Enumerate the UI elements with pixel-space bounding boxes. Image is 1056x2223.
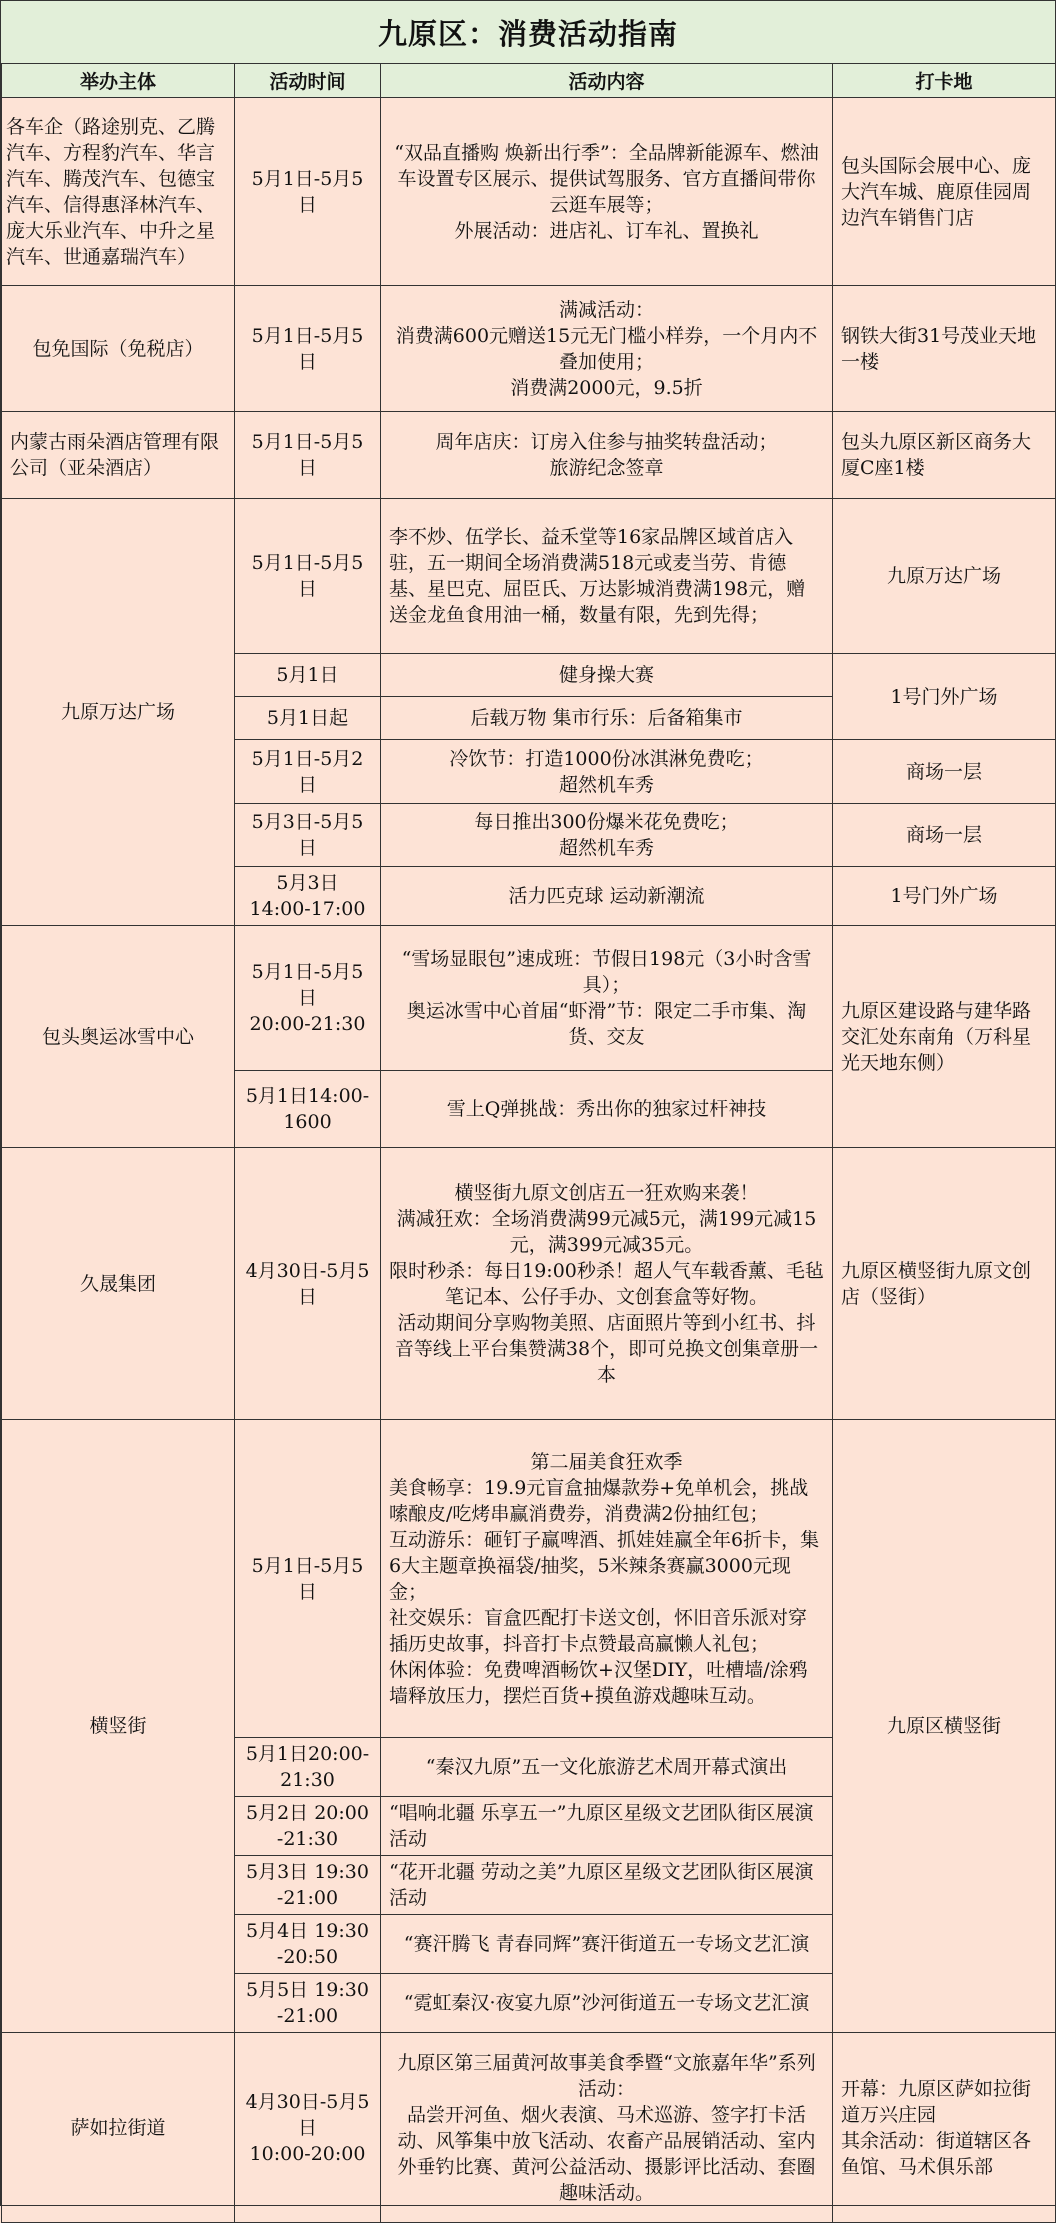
content-cell: 每日推出300份爆米花免费吃； 超然机车秀 — [381, 804, 833, 867]
content-cell: 李不炒、伍学长、益禾堂等16家品牌区域首店入驻，五一期间全场消费满518元或麦当劳、肯德基、星巴克、屈臣氏、万达影城消费满198元，赠送金龙鱼食用油一桶，数量有限，先到先得； — [381, 499, 833, 654]
time-cell: 5月1日-5月5日 — [235, 1420, 381, 1738]
time-cell: 5月1日 — [235, 654, 381, 697]
content-cell: 活力匹克球 运动新潮流 — [381, 867, 833, 926]
organizer-cell: 横竖街 — [2, 1420, 235, 2033]
activity-table — [1, 63, 1056, 2223]
location-cell: 九原区横竖街 — [833, 1420, 1056, 2033]
organizer-cell: 萨如拉街道 — [2, 2033, 235, 2223]
location-cell: 商场一层 — [833, 740, 1056, 804]
location-cell: 1号门外广场 — [833, 654, 1056, 740]
content-cell: 周年店庆：订房入住参与抽奖转盘活动； 旅游纪念签章 — [381, 412, 833, 499]
content-cell: 九原区第三届黄河故事美食季暨“文旅嘉年华”系列活动： 品尝开河鱼、烟火表演、马术巡游、签字打卡活动、风筝集中放飞活动、农畜产品展销活动、室内外垂钓比赛、黄河公益活动、摄影评比活动、套圈趣味活动。 — [381, 2033, 833, 2223]
location-cell: 九原区建设路与建华路交汇处东南角（万科星光天地东侧） — [833, 926, 1056, 1148]
content-cell: 冷饮节：打造1000份冰淇淋免费吃； 超然机车秀 — [381, 740, 833, 804]
location-cell: 钢铁大街31号茂业天地一楼 — [833, 286, 1056, 412]
organizer-cell: 各车企（路途别克、乙腾汽车、方程豹汽车、华言汽车、腾茂汽车、包德宝汽车、信得惠泽林汽车、庞大乐业汽车、中升之星汽车、世通嘉瑞汽车） — [2, 98, 235, 286]
time-cell: 5月1日-5月5日 — [235, 286, 381, 412]
table-row — [2, 1420, 1056, 1738]
time-cell: 5月5日 19:30-21:00 — [235, 1974, 381, 2033]
header-time: 活动时间 — [235, 64, 381, 98]
content-cell: 健身操大赛 — [381, 654, 833, 697]
organizer-cell: 九原万达广场 — [2, 499, 235, 926]
time-cell: 5月1日20:00-21:30 — [235, 1738, 381, 1797]
time-cell: 5月1日-5月5日 — [235, 499, 381, 654]
time-cell: 5月1日-5月5日 — [235, 98, 381, 286]
organizer-cell: 包免国际（免税店） — [2, 286, 235, 412]
time-cell: 4月30日-5月5日 10:00-20:00 — [235, 2033, 381, 2223]
table-row — [2, 98, 1056, 286]
organizer-cell: 久晟集团 — [2, 1148, 235, 1420]
time-cell: 5月1日起 — [235, 697, 381, 740]
time-cell: 4月30日-5月5日 — [235, 1148, 381, 1420]
location-cell: 九原万达广场 — [833, 499, 1056, 654]
table-row — [2, 2033, 1056, 2223]
content-title: 第二届美食狂欢季 — [530, 1450, 683, 1473]
location-cell: 九原区横竖街九原文创店（竖街） — [833, 1148, 1056, 1420]
content-body: 美食畅享：19.9元盲盒抽爆款券+免单机会，挑战嗦酿皮/吃烤串赢消费券，消费满2份抽红包； 互动游乐：砸钉子赢啤酒、抓娃娃赢全年6折卡，集6大主题章换福袋/抽奖，5米辣条赛赢3000元现金； 社交娱乐：盲盒匹配打卡送文创，怀旧音乐派对穿插历史故事，抖音打卡点赞最高赢懒人礼包； 休闲体验：免费啤酒畅饮+汉堡DIY，吐槽墙/涂鸦墙释放压力，摆烂百货+摸鱼游戏趣味互动。 — [389, 1476, 820, 1707]
location-cell: 开幕：九原区萨如拉街道万兴庄园 其余活动：街道辖区各鱼馆、马术俱乐部 — [833, 2033, 1056, 2223]
content-cell: “双品直播购 焕新出行季”：全品牌新能源车、燃油车设置专区展示、提供试驾服务、官方直播间带你云逛车展等； 外展活动：进店礼、订车礼、置换礼 — [381, 98, 833, 286]
organizer-cell: 包头奥运冰雪中心 — [2, 926, 235, 1148]
header-content: 活动内容 — [381, 64, 833, 98]
page-title: 九原区：消费活动指南 — [1, 1, 1055, 64]
time-cell: 5月4日 19:30-20:50 — [235, 1915, 381, 1974]
location-cell: 商场一层 — [833, 804, 1056, 867]
location-cell: 包头国际会展中心、庞大汽车城、鹿原佳园周边汽车销售门店 — [833, 98, 1056, 286]
content-cell: “赛汗腾飞 青春同辉”赛汗街道五一专场文艺汇演 — [381, 1915, 833, 1974]
header-location: 打卡地 — [833, 64, 1056, 98]
table-row — [2, 286, 1056, 412]
time-cell: 5月1日-5月5日 20:00-21:30 — [235, 926, 381, 1071]
location-cell: 1号门外广场 — [833, 867, 1056, 926]
table-row — [2, 412, 1056, 499]
content-cell: 雪上Q弹挑战：秀出你的独家过杆神技 — [381, 1071, 833, 1148]
content-cell — [381, 1420, 833, 1738]
location-cell: 包头九原区新区商务大厦C座1楼 — [833, 412, 1056, 499]
content-cell: “秦汉九原”五一文化旅游艺术周开幕式演出 — [381, 1738, 833, 1797]
time-cell: 5月1日-5月2日 — [235, 740, 381, 804]
content-cell: 后载万物 集市行乐：后备箱集市 — [381, 697, 833, 740]
time-cell: 5月2日 20:00-21:30 — [235, 1797, 381, 1856]
content-cell: 满减活动： 消费满600元赠送15元无门槛小样券，一个月内不叠加使用； 消费满2000元，9.5折 — [381, 286, 833, 412]
content-cell: 横竖街九原文创店五一狂欢购来袭！ 满减狂欢：全场消费满99元减5元，满199元减15元，满399元减35元。 限时秒杀：每日19:00秒杀！超人气车载香薰、毛毡笔记本、公仔手办、文创套盒等好物。 活动期间分享购物美照、店面照片等到小红书、抖音等线上平台集赞满38个，即可兑换文创集章册一本 — [381, 1148, 833, 1420]
content-cell: “霓虹秦汉·夜宴九原”沙河街道五一专场文艺汇演 — [381, 1974, 833, 2033]
header-organizer: 举办主体 — [2, 64, 235, 98]
content-cell: “花开北疆 劳动之美”九原区星级文艺团队街区展演活动 — [381, 1856, 833, 1915]
time-cell: 5月1日14:00-1600 — [235, 1071, 381, 1148]
time-cell: 5月3日-5月5日 — [235, 804, 381, 867]
time-cell: 5月3日 19:30-21:00 — [235, 1856, 381, 1915]
time-cell: 5月1日-5月5日 — [235, 412, 381, 499]
table-row — [2, 1148, 1056, 1420]
table-row — [2, 499, 1056, 654]
content-cell: “雪场显眼包”速成班：节假日198元（3小时含雪具）； 奥运冰雪中心首届“虾滑”节：限定二手市集、淘货、交友 — [381, 926, 833, 1071]
content-cell: “唱响北疆 乐享五一”九原区星级文艺团队街区展演活动 — [381, 1797, 833, 1856]
table-row — [2, 926, 1056, 1071]
organizer-cell: 内蒙古雨朵酒店管理有限公司（亚朵酒店） — [2, 412, 235, 499]
header-row — [2, 64, 1056, 98]
time-cell: 5月3日 14:00-17:00 — [235, 867, 381, 926]
